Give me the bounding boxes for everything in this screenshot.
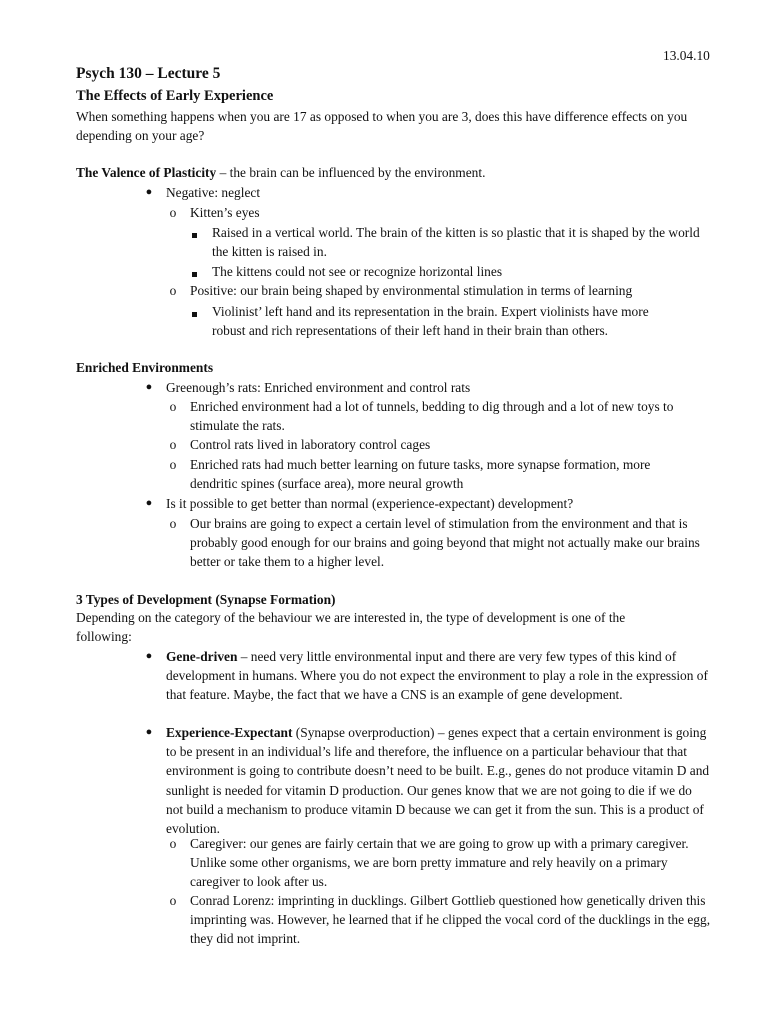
valence-section-heading (76, 163, 716, 182)
list-item-kitten-2: The kittens could not see or recognize horizontal lines (212, 264, 503, 279)
valence-heading-rest: – the brain can be influenced by the environment. (216, 165, 486, 180)
bullet-icon: ● (145, 381, 153, 393)
circle-bullet-icon: o (169, 516, 177, 531)
bullet-icon: ● (145, 650, 153, 662)
circle-bullet-icon: o (169, 893, 177, 908)
square-bullet-icon (187, 303, 201, 322)
square-bullet-icon (187, 263, 201, 282)
experience-expectant-label: Experience-Expectant (166, 725, 293, 740)
circle-bullet-icon: o (169, 437, 177, 452)
list-item-gene-driven (166, 647, 711, 705)
list-item-greenough: Greenough’s rats: Enriched environment and control rats (166, 380, 471, 395)
list-item-kitten-1: Raised in a vertical world. The brain of the kitten is so plastic that it is shaped by the world the kitten is raised in. (212, 225, 700, 260)
gene-driven-label: Gene-driven (166, 649, 238, 664)
circle-bullet-icon: o (169, 836, 177, 851)
circle-bullet-icon: o (169, 457, 177, 472)
types-intro: Depending on the category of the behaviour we are interested in, the type of development is one of the following: (76, 610, 626, 645)
list-item-kittens: Kitten’s eyes (190, 205, 260, 220)
enriched-heading: Enriched Environments (76, 360, 214, 375)
experience-expectant-text: (Synapse overproduction) – genes expect that a certain environment is going to be present in an individual’s life and therefore, the influence on a particular behaviour that that environment is going to contribute doesn’t need to be built. E.g., genes do not produce vitamin D and sunlight is needed for vitamin D production. Our genes know that we are not going to die if we do not build a mechanism to produce vitamin D because we can get it from the sun. This is a product of evolution. (166, 725, 710, 837)
list-item-caregiver: Caregiver: our genes are fairly certain that we are going to grow up with a primary caregiver. Unlike some other organisms, we are born pretty immature and rely heavily on a primary caregiver to look after us. (190, 836, 689, 890)
list-item-answer: Our brains are going to expect a certain level of stimulation from the environment and that is probably good enough for our brains and going beyond that might not actually make our brains better or take them to a higher level. (190, 516, 700, 570)
bullet-icon: ● (145, 186, 153, 198)
page-subtitle: The Effects of Early Experience (76, 88, 274, 104)
circle-bullet-icon: o (169, 399, 177, 414)
types-heading: 3 Types of Development (Synapse Formation) (76, 592, 336, 607)
list-item-experience-expectant (166, 723, 711, 838)
date: 13.04.10 (663, 48, 710, 63)
intro-paragraph: When something happens when you are 17 as opposed to when you are 3, does this have difference effects on you depending on your age? (76, 109, 688, 144)
list-item-violinist: Violinist’ left hand and its representation in the brain. Expert violinists have more robust and rich representations of their left hand in their brain than others. (212, 304, 649, 339)
circle-bullet-icon: o (169, 205, 177, 220)
circle-bullet-icon: o (169, 283, 177, 298)
page-title: Psych 130 – Lecture 5 (76, 65, 221, 82)
bullet-icon: ● (145, 726, 153, 738)
valence-heading: The Valence of Plasticity (76, 165, 217, 180)
list-item-lorenz: Conrad Lorenz: imprinting in ducklings. Gilbert Gottlieb questioned how genetically driven this imprinting was. However, he learned that if he clipped the vocal cord of the ducklings in the egg, they did not imprint. (190, 893, 711, 947)
list-item-enriched-1: Enriched environment had a lot of tunnels, bedding to dig through and a lot of new toys to stimulate the rats. (190, 399, 674, 434)
bullet-icon: ● (145, 497, 153, 509)
square-bullet-icon (187, 224, 201, 243)
list-item-enriched-2: Control rats lived in laboratory control cages (190, 437, 431, 452)
gene-driven-text: – need very little environmental input and there are very few types of this kind of development in humans. Where you do not expect the environment to play a role in the expression of that feature. Maybe, the fact that we have a CNS is an example of gene development. (166, 649, 708, 703)
list-item-question: Is it possible to get better than normal (experience-expectant) development? (166, 496, 574, 511)
list-item-negative: Negative: neglect (166, 185, 261, 200)
list-item-positive: Positive: our brain being shaped by environmental stimulation in terms of learning (190, 283, 633, 298)
list-item-enriched-3: Enriched rats had much better learning on future tasks, more synapse formation, more dendritic spines (surface area), more neural growth (190, 457, 651, 492)
